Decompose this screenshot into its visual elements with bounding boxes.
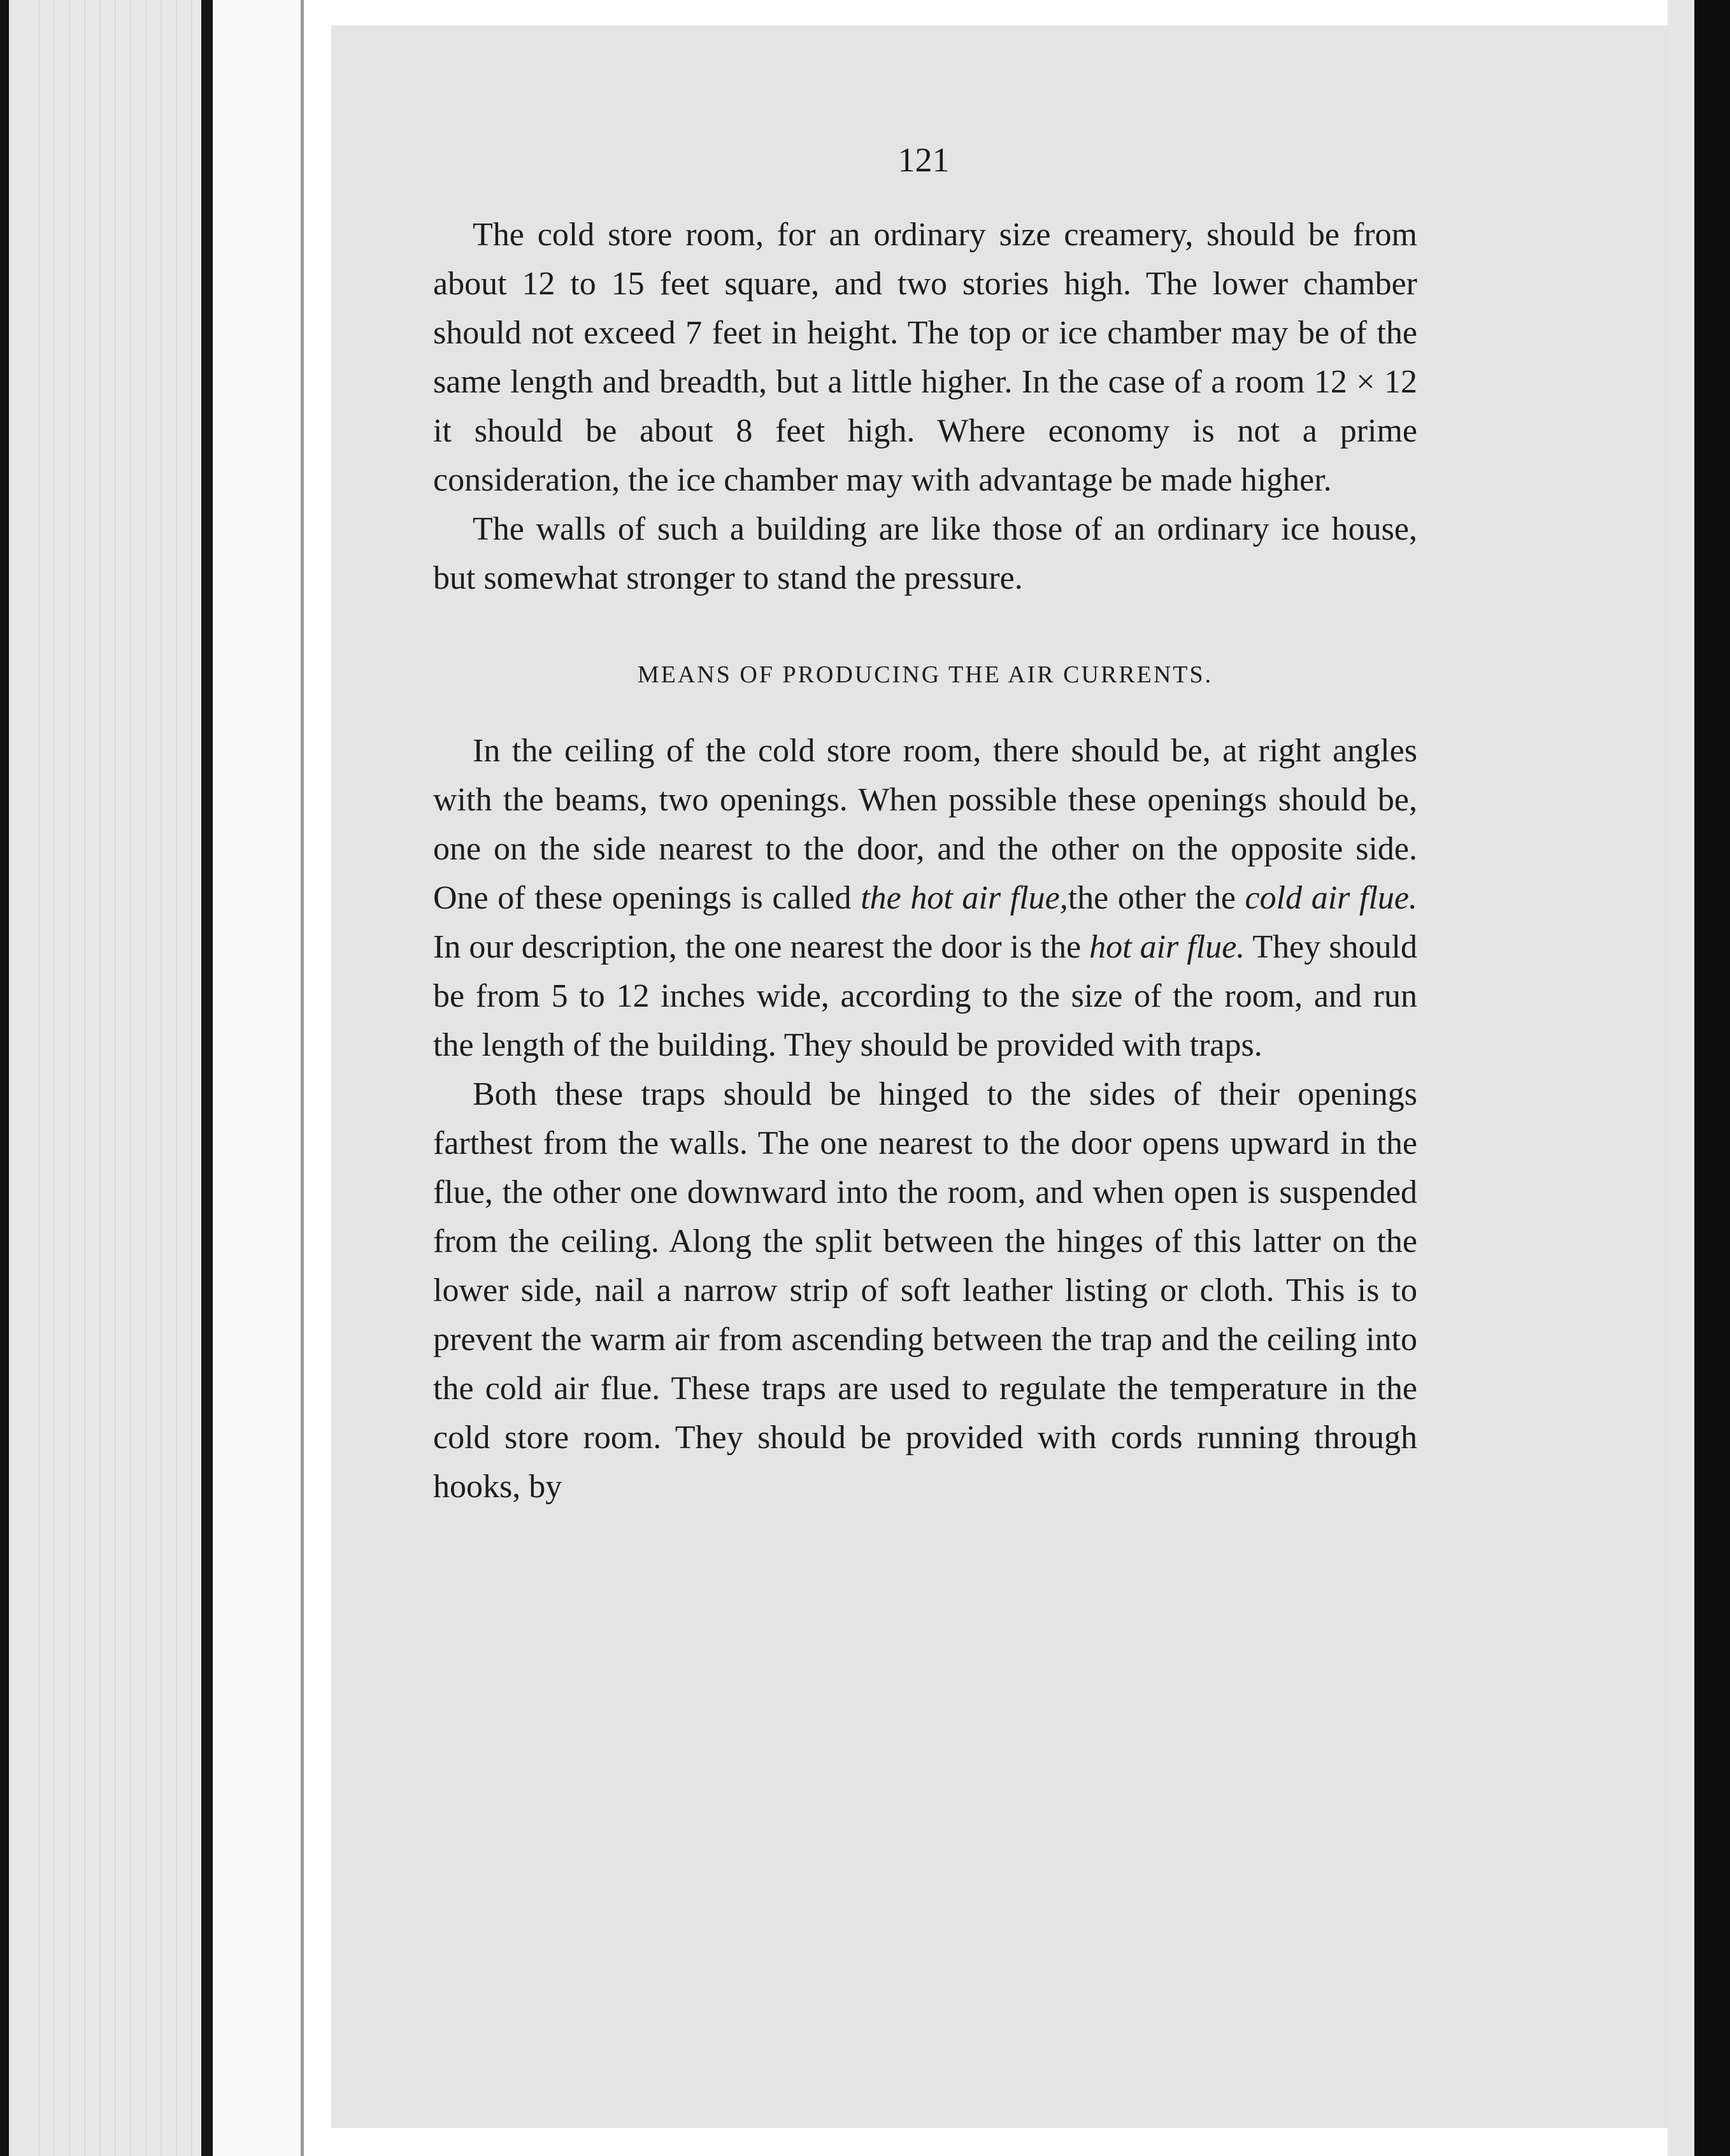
right-page-edge [1668, 0, 1694, 2156]
text-run: the other the [1068, 880, 1245, 916]
scan-border-right [1694, 0, 1730, 2156]
text-run: In our description, the one nearest the door is the [433, 929, 1090, 965]
italic-hot-air-flue: the hot air flue, [861, 880, 1068, 916]
paragraph-traps: Both these traps should be hinged to the sides of their openings farthest from the walls. The one nearest to the door opens upward in the flue, the other one downward into the room, and when open is suspended from the ceiling. Along the split between the hinges of this latter on the lower side, nail a narrow strip of soft leather listing or cloth. This is to prevent the warm air from ascending between the trap and the ceiling into the cold air flue. These traps are used to regulate the temperature in the cold store room. They should be provided with cords running through hooks, by [433, 1076, 1417, 1505]
section-heading: MEANS OF PRODUCING THE AIR CURRENTS. [637, 661, 1213, 688]
paragraph-cold-store-room: The cold store room, for an ordinary size creamery, should be from about 12 to 15 feet square, and two stories high. The lower chamber should not exceed 7 feet in height. The top or ice chamber may be of the same length and breadth, but a little higher. In the case of a room 12 × 12 it should be about 8 feet high. Where economy is not a prime consideration, the ice chamber may with advantage be made higher. [433, 217, 1417, 498]
text-run: They should be from 5 to 12 inches wide, according to the size of the room, and run the length of the building. They should be provided with traps. [433, 929, 1418, 1063]
page-margin-strip [213, 0, 304, 2156]
italic-cold-air-flue: cold air flue. [1245, 880, 1418, 916]
page-number: 121 [897, 141, 950, 179]
italic-hot-air-flue-2: hot air flue. [1089, 929, 1245, 965]
page-body [433, 210, 1417, 1511]
binding-gutter [201, 0, 213, 2156]
left-page-lines [38, 0, 197, 2156]
text-run: In the ceiling of the cold store room, there should be, at right angles with the beams, two openings. When possible these openings should be, one on the side nearest to the door, and the other on the opposite side. One of these openings is called [433, 733, 1417, 916]
paragraph-ceiling-openings [433, 726, 1417, 1070]
paragraph-walls: The walls of such a building are like those of an ordinary ice house, but somewhat stronger to stand the pressure. [433, 511, 1417, 596]
scan-border-left [0, 0, 9, 2156]
